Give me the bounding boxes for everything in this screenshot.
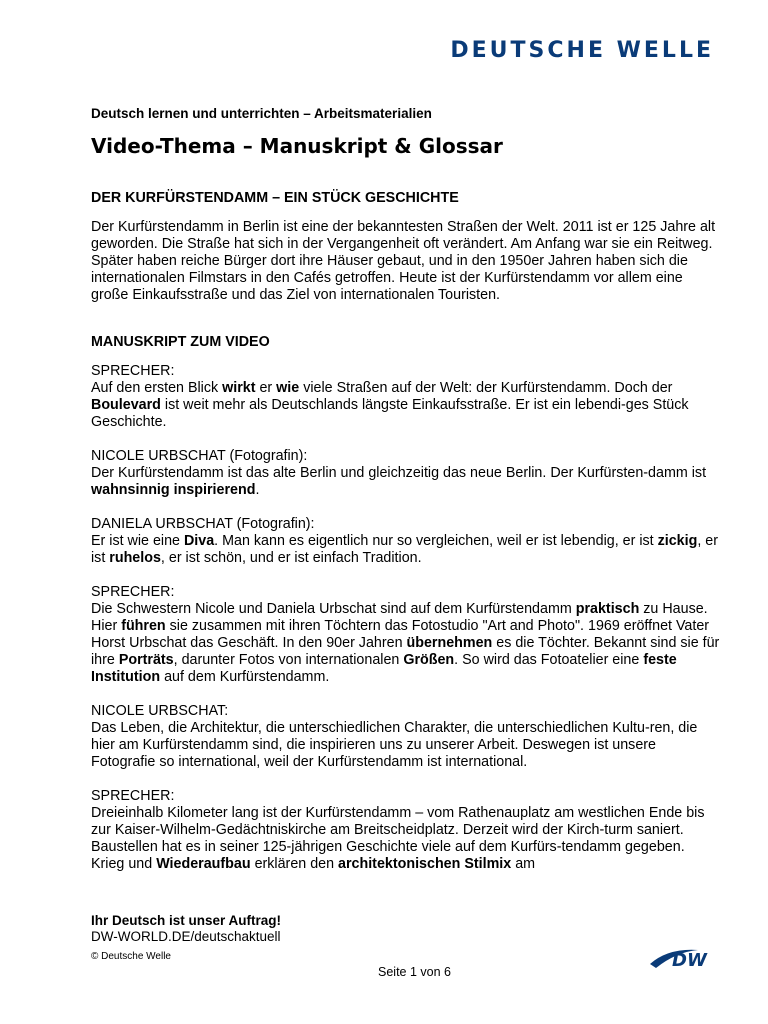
intro-heading: DER KURFÜRSTENDAMM – EIN STÜCK GESCHICHTE bbox=[91, 190, 459, 206]
manuscript-block bbox=[91, 788, 721, 873]
manuscript-block bbox=[91, 516, 721, 567]
footer-slogan: Ihr Deutsch ist unser Auftrag! bbox=[91, 913, 282, 928]
glossary-term: Boulevard bbox=[91, 397, 161, 413]
speaker-label: DANIELA URBSCHAT (Fotografin): bbox=[91, 516, 315, 532]
speaker-label: NICOLE URBSCHAT (Fotografin): bbox=[91, 448, 308, 464]
manuscript-text: Er ist wie eine bbox=[91, 533, 184, 549]
glossary-term: ruhelos bbox=[109, 550, 161, 566]
glossary-term: feste Institution bbox=[91, 652, 677, 685]
manuscript-blocks bbox=[91, 363, 721, 873]
glossary-term: architektonischen Stilmix bbox=[338, 856, 512, 872]
footer-copyright: © Deutsche Welle bbox=[91, 951, 171, 962]
glossary-term: praktisch bbox=[575, 601, 640, 617]
glossary-term: übernehmen bbox=[406, 635, 493, 651]
manuscript-text: , er ist schön, und er ist einfach Tradition. bbox=[160, 550, 422, 566]
glossary-term: Größen bbox=[403, 652, 455, 668]
manuscript-text: . Man kann es eigentlich nur so vergleichen, weil er ist lebendig, er ist bbox=[214, 533, 658, 549]
manuscript-text: . bbox=[255, 482, 260, 498]
brand-wordmark: DEUTSCHE WELLE bbox=[450, 38, 714, 63]
manuscript-text: auf dem Kurfürstendamm. bbox=[160, 669, 330, 685]
glossary-term: Porträts bbox=[118, 652, 174, 668]
speaker-label: SPRECHER: bbox=[91, 788, 175, 804]
manuscript-text: es die Töchter. Bekannt sind sie für ihre bbox=[91, 635, 720, 668]
manuscript-text: , er ist bbox=[91, 533, 719, 566]
manuscript-text: am bbox=[511, 856, 536, 872]
glossary-term: wie bbox=[276, 380, 300, 396]
manuscript-text: er bbox=[255, 380, 277, 396]
speaker-label: SPRECHER: bbox=[91, 363, 175, 379]
speaker-label: SPRECHER: bbox=[91, 584, 175, 600]
dw-logo-text: DW bbox=[672, 950, 707, 971]
manuscript-block bbox=[91, 448, 721, 499]
manuscript-text: viele Straßen auf der Welt: der Kurfürstendamm. Doch der bbox=[299, 380, 673, 396]
glossary-term: Wiederaufbau bbox=[156, 856, 251, 872]
manuscript-text: Auf den ersten Blick bbox=[91, 380, 223, 396]
manuscript-text: Das Leben, die Architektur, die unterschiedlichen Charakter, die unterschiedlichen Kultu-ren, die hier am Kurfürstendamm sind, die inspirieren uns zu unserer Arbeit. Deswegen ist unsere Fotografie so international, weil der Kurfürstendamm ist international. bbox=[91, 720, 698, 770]
document-body bbox=[91, 190, 721, 890]
page-number: Seite 1 von 6 bbox=[378, 965, 451, 979]
manuscript-block bbox=[91, 363, 721, 431]
manuscript-text: Der Kurfürstendamm ist das alte Berlin und gleichzeitig das neue Berlin. Der Kurfürsten-damm ist bbox=[91, 465, 707, 481]
manuscript-text: erklären den bbox=[250, 856, 339, 872]
glossary-term: zickig bbox=[657, 533, 698, 549]
manuscript-text: Dreieinhalb Kilometer lang ist der Kurfürstendamm – vom Rathenauplatz am westlichen Ende bis zur Kaiser-Wilhelm-Gedächtniskirche am Breitscheidplatz. Derzeit wird der Kirch-turm saniert. Baustellen hat es in seiner 125-jährigen Geschichte viele auf dem Kurfürs-tendamm gegeben. Krieg und bbox=[91, 805, 705, 872]
manuscript-heading: MANUSKRIPT ZUM VIDEO bbox=[91, 334, 270, 350]
glossary-term: Diva bbox=[183, 533, 215, 549]
manuscript-text: zu Hause. Hier bbox=[91, 601, 708, 634]
manuscript-text: Die Schwestern Nicole und Daniela Urbschat sind auf dem Kurfürstendamm bbox=[91, 601, 576, 617]
manuscript-text: ist weit mehr als Deutschlands längste Einkaufsstraße. Er ist ein lebendi-ges Stück Geschichte. bbox=[91, 397, 689, 430]
document-title: Video-Thema – Manuskript & Glossar bbox=[91, 134, 503, 158]
intro-paragraph: Der Kurfürstendamm in Berlin ist eine der bekanntesten Straßen der Welt. 2011 ist er 125 Jahre alt geworden. Die Straße hat sich in der Vergangenheit oft verändert. Am Anfang war sie ein Reitweg. Später haben reiche Bürger dort ihre Häuser gebaut, und in den 1950er Jahren haben sich die internationalen Filmstars in den Cafés getroffen. Heute ist der Kurfürstendamm vor allem eine große Einkaufsstraße und das Ziel von internationalen Touristen. bbox=[91, 219, 716, 303]
glossary-term: führen bbox=[121, 618, 166, 634]
document-subtitle: Deutsch lernen und unterrichten – Arbeitsmaterialien bbox=[91, 106, 432, 121]
manuscript-block bbox=[91, 584, 721, 686]
glossary-term: wirkt bbox=[222, 380, 256, 396]
dw-logo bbox=[648, 944, 718, 972]
manuscript-text: sie zusammen mit ihren Töchtern das Fotostudio "Art and Photo". 1969 eröffnet Vater Horst Urbschat das Geschäft. In den 90er Jahren bbox=[91, 618, 710, 651]
speaker-label: NICOLE URBSCHAT: bbox=[91, 703, 229, 719]
footer-url[interactable]: DW-WORLD.DE/deutschaktuell bbox=[91, 929, 281, 944]
manuscript-text: , darunter Fotos von internationalen bbox=[173, 652, 404, 668]
manuscript-block bbox=[91, 703, 721, 771]
glossary-term: wahnsinnig inspirierend bbox=[91, 482, 256, 498]
manuscript-text: . So wird das Fotoatelier eine bbox=[454, 652, 644, 668]
